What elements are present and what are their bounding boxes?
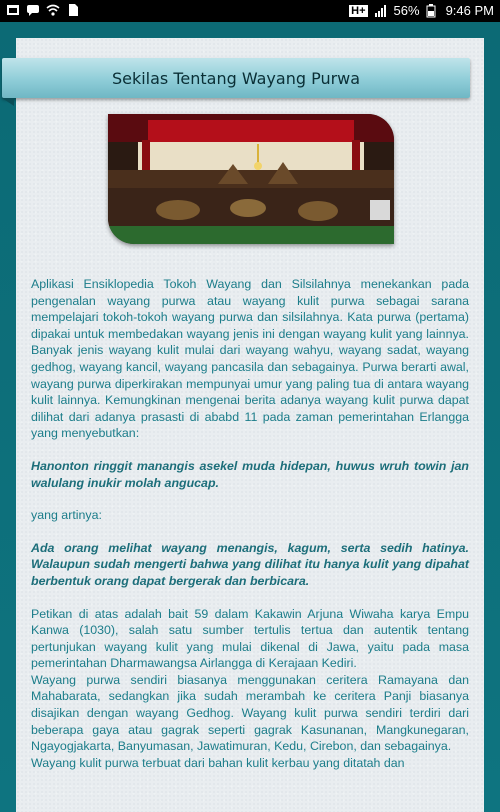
file-icon	[66, 3, 80, 17]
status-left-icons	[6, 3, 80, 17]
ribbon-fold	[2, 98, 14, 106]
battery-icon	[426, 4, 440, 18]
quote-original: Hanonton ringgit manangis asekel muda hidepan, huwus wruh towin jan walulang inukir molah angucap.	[31, 458, 469, 490]
network-type: H+	[351, 4, 366, 17]
battery-percent: 56%	[393, 3, 420, 18]
paragraph-source: Petikan di atas adalah bait 59 dalam Kakawin Arjuna Wiwaha karya Empu Kanwa (1030), salah satu sumber tertulis tertua dan autentik tentang pertunjukan wayang kulit yang mulai dikenal di Jawa, yaitu pada masa pemerintahan Dharmawangsa Airlangga di Kerajaan Kediri.	[31, 606, 469, 671]
status-right	[349, 3, 494, 18]
title-ribbon	[2, 58, 470, 98]
article-body	[31, 276, 469, 771]
page-title: Sekilas Tentang Wayang Purwa	[111, 69, 361, 88]
paragraph-intro: Aplikasi Ensiklopedia Tokoh Wayang dan Silsilahnya menekankan pada pengenalan wayang purwa atau wayang kulit purwa sebagai sarana mempelajari tokoh-tokoh wayang purwa dan silsilahnya. Kata purwa (pertama) dipakai untuk membedakan wayang jenis ini dengan wayang kulit yang lainnya. Banyak jenis wayang kulit mulai dari wayang wahyu, wayang sadat, wayang gedhog, wayang kancil, wayang pancasila dan sebagainya. Purwa berarti awal, wayang purwa diperkirakan mempunyai umur yang paling tua di antara wayang kulit lainnya. Kemungkinan mengenai berita adanya wayang kulit purwa dapat dilihat dari adanya prasasti di ababd 11 pada zaman pemerintahan Erlangga yang menyebutkan:	[31, 277, 469, 441]
status-bar	[0, 0, 500, 22]
meaning-label: yang artinya:	[31, 508, 102, 523]
wayang-stage-photo	[108, 114, 394, 244]
paragraph-stories: Wayang purwa sendiri biasanya menggunakan ceritera Ramayana dan Mahabarata, sedangkan jika sudah merambah ke ceritera Panji biasanya disajikan dengan wayang Gedhog. Wayang kulit purwa sendiri terdiri dari beberapa gaya atau gagrak seperti gagrak Kasunanan, Mangkunegaran, Ngayogjakarta, Banyumasan, Jawatimuran, Kedu, Cirebon, dan sebagainya.	[31, 672, 469, 754]
clock: 9:46 PM	[445, 3, 494, 18]
gallery-icon	[6, 3, 20, 17]
wifi-icon	[46, 3, 60, 17]
signal-icon	[374, 4, 388, 18]
paragraph-material: Wayang kulit purwa terbuat dari bahan kulit kerbau yang ditatah dan	[31, 755, 405, 770]
chat-icon	[26, 3, 40, 17]
quote-translation: Ada orang melihat wayang menangis, kagum, serta sedih hatinya. Walaupun sudah mengerti bahwa yang dilihat itu hanya kulit yang dipahat berbentuk orang dapat bergerak dan berbicara.	[31, 540, 469, 588]
